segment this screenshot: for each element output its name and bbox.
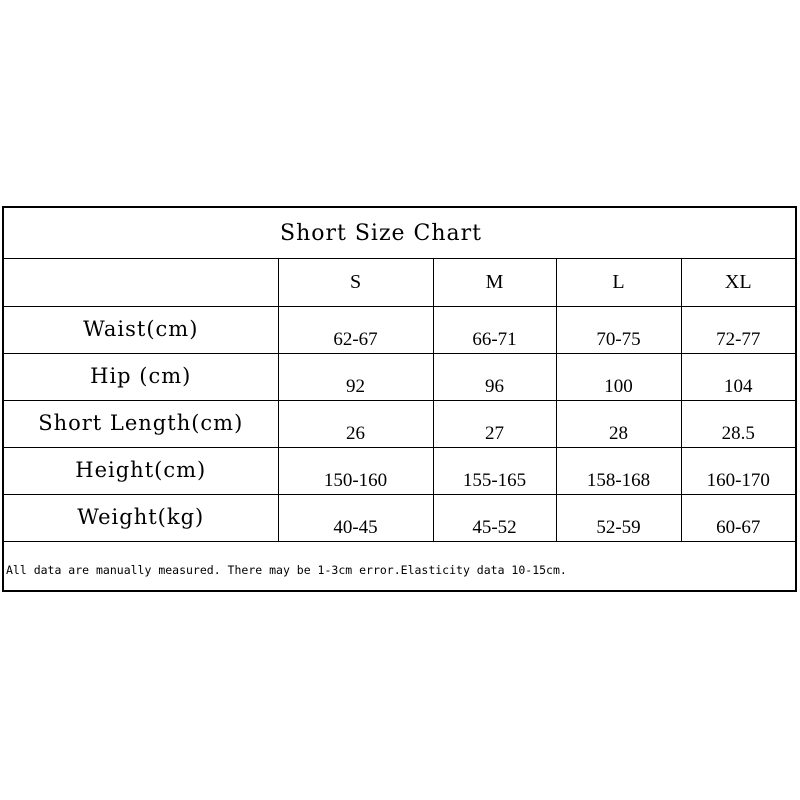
table-row [4,447,795,494]
header-row [4,259,795,306]
row-label: Weight(kg) [77,504,205,529]
note-row [4,549,795,590]
table-row [4,494,795,541]
size-header-cell [433,259,556,306]
measurement-note: All data are manually measured. There may be 1-3cm error.Elasticity data 10-15cm. [6,563,567,577]
value-cell [433,494,556,541]
value-cell [556,306,681,353]
title-row [4,208,795,259]
measurement-value: 92 [346,375,365,397]
measurement-value: 104 [724,375,753,397]
size-header: S [349,271,362,293]
row-label-cell [4,447,278,494]
value-cell [556,400,681,447]
size-table [4,259,795,542]
measurement-value: 160-170 [706,469,770,491]
measurement-value: 45-52 [472,516,517,538]
corner-cell [4,259,278,306]
value-cell [433,400,556,447]
row-label-cell [4,494,278,541]
size-header-cell [556,259,681,306]
measurement-value: 155-165 [462,469,527,491]
value-cell [681,353,795,400]
row-label: Waist(cm) [83,316,199,341]
measurement-value: 66-71 [472,328,517,350]
table-row [4,353,795,400]
size-chart [2,206,797,592]
value-cell [681,494,795,541]
value-cell [681,447,795,494]
row-label-cell [4,306,278,353]
value-cell [681,400,795,447]
measurement-value: 70-75 [596,328,641,350]
size-header: M [485,271,504,293]
size-header-cell [681,259,795,306]
row-label: Short Length(cm) [38,410,244,435]
value-cell [433,353,556,400]
measurement-value: 100 [604,375,633,397]
measurement-value: 150-160 [323,469,388,491]
measurement-value: 28.5 [721,422,755,444]
measurement-value: 72-77 [716,328,761,350]
value-cell [278,306,433,353]
measurement-value: 27 [485,422,504,444]
size-header-cell [278,259,433,306]
value-cell [278,494,433,541]
table-row [4,400,795,447]
value-cell [556,447,681,494]
measurement-value: 62-67 [333,328,378,350]
row-label: Hip (cm) [90,363,192,388]
value-cell [433,447,556,494]
value-cell [556,353,681,400]
value-cell [556,494,681,541]
chart-title: Short Size Chart [280,221,483,246]
table-row [4,306,795,353]
value-cell [278,400,433,447]
measurement-value: 28 [609,422,628,444]
value-cell [433,306,556,353]
measurement-value: 40-45 [333,516,378,538]
value-cell [681,306,795,353]
row-label-cell [4,400,278,447]
size-header: XL [724,271,752,293]
measurement-value: 158-168 [586,469,651,491]
row-label: Height(cm) [75,457,207,482]
row-label-cell [4,353,278,400]
measurement-value: 52-59 [596,516,641,538]
measurement-value: 96 [485,375,504,397]
value-cell [278,353,433,400]
value-cell [278,447,433,494]
measurement-value: 60-67 [716,516,761,538]
size-header: L [612,271,625,293]
measurement-value: 26 [346,422,365,444]
